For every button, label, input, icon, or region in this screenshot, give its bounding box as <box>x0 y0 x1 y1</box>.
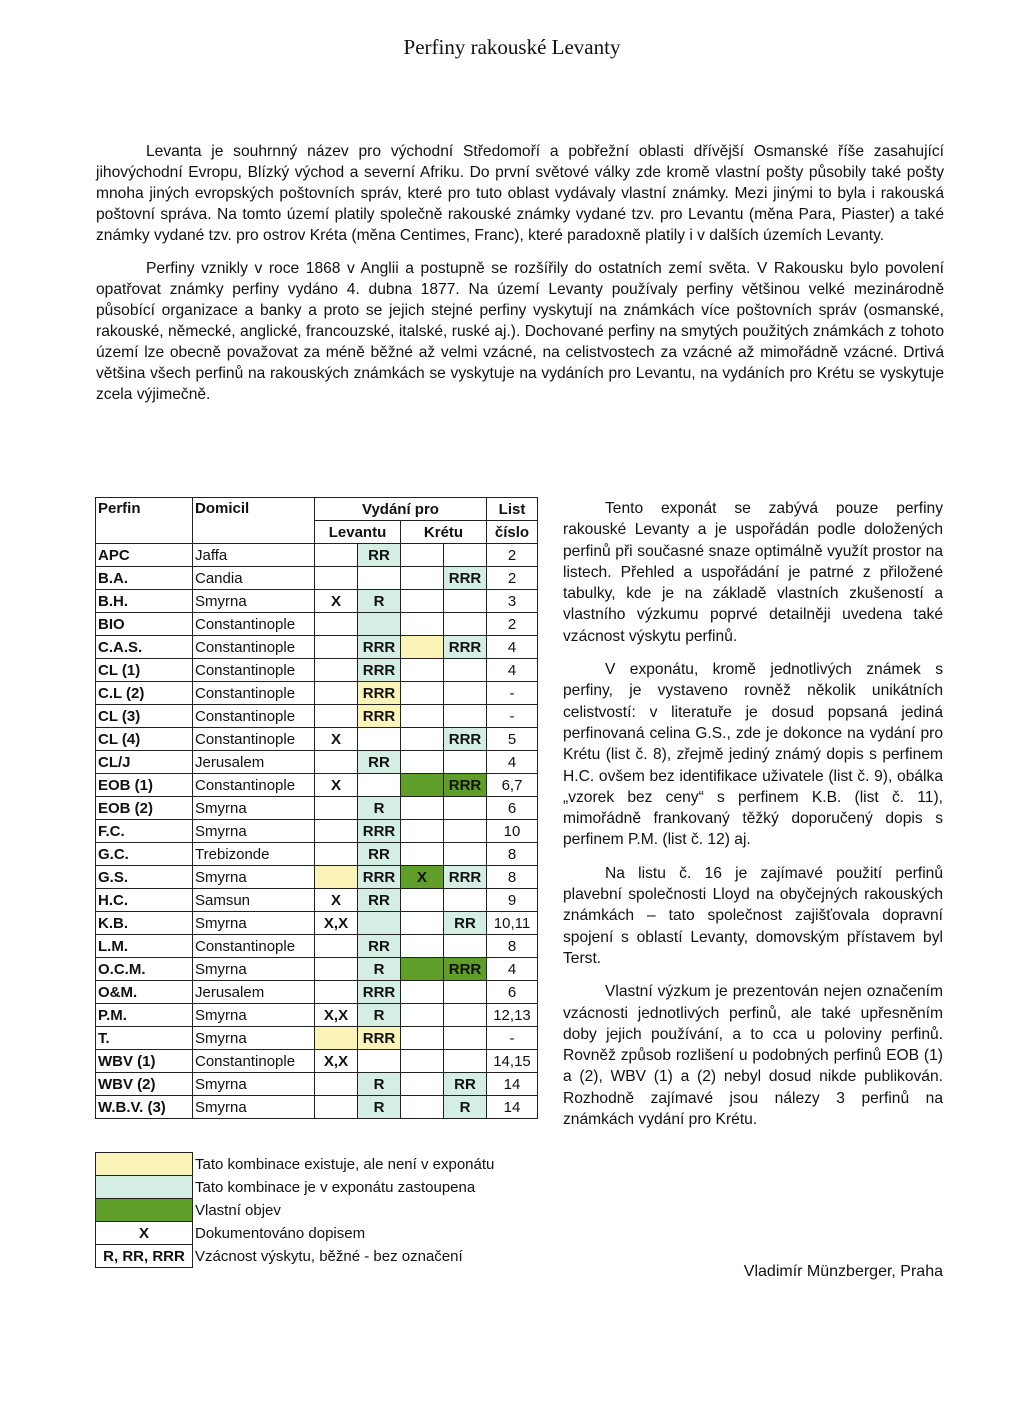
issue-cell <box>444 751 487 774</box>
issue-cell <box>358 567 401 590</box>
issue-cell <box>401 567 444 590</box>
issue-cell <box>401 843 444 866</box>
list-number-cell: 2 <box>487 544 538 567</box>
domicil-cell: Constantinople <box>193 705 315 728</box>
issue-cell <box>401 1096 444 1119</box>
header-domicil: Domicil <box>193 498 315 544</box>
list-number-cell: 6 <box>487 797 538 820</box>
issue-cell: RR <box>444 1073 487 1096</box>
issue-cell <box>444 682 487 705</box>
issue-cell <box>401 958 444 981</box>
issue-cell <box>444 1027 487 1050</box>
table-row <box>96 728 538 751</box>
issue-cell <box>401 1004 444 1027</box>
issue-cell <box>401 774 444 797</box>
table-row <box>96 1096 538 1119</box>
table-row <box>96 774 538 797</box>
issue-cell <box>444 590 487 613</box>
domicil-cell: Smyrna <box>193 912 315 935</box>
list-number-cell: 5 <box>487 728 538 751</box>
issue-cell <box>444 797 487 820</box>
issue-cell: RR <box>358 544 401 567</box>
issue-cell: X <box>315 728 358 751</box>
list-number-cell: 2 <box>487 567 538 590</box>
domicil-cell: Smyrna <box>193 958 315 981</box>
issue-cell: X <box>315 889 358 912</box>
list-number-cell: 4 <box>487 636 538 659</box>
domicil-cell: Jerusalem <box>193 981 315 1004</box>
issue-cell <box>315 797 358 820</box>
perfin-cell: W.B.V. (3) <box>96 1096 193 1119</box>
table-row <box>96 636 538 659</box>
issue-cell <box>315 613 358 636</box>
issue-cell <box>315 659 358 682</box>
perfin-cell: WBV (1) <box>96 1050 193 1073</box>
table-row <box>96 820 538 843</box>
issue-cell <box>401 1027 444 1050</box>
perfin-cell: APC <box>96 544 193 567</box>
issue-cell <box>358 613 401 636</box>
issue-cell: X <box>401 866 444 889</box>
issue-cell: R <box>358 797 401 820</box>
issue-cell: R <box>358 590 401 613</box>
list-number-cell: 6,7 <box>487 774 538 797</box>
issue-cell: RRR <box>358 820 401 843</box>
domicil-cell: Smyrna <box>193 797 315 820</box>
perfin-cell: WBV (2) <box>96 1073 193 1096</box>
legend-swatch <box>96 1176 193 1199</box>
table-row <box>96 889 538 912</box>
domicil-cell: Constantinople <box>193 659 315 682</box>
domicil-cell: Trebizonde <box>193 843 315 866</box>
issue-cell: RR <box>358 935 401 958</box>
issue-cell <box>401 797 444 820</box>
issue-cell <box>315 981 358 1004</box>
issue-cell <box>401 820 444 843</box>
issue-cell <box>315 935 358 958</box>
table-row <box>96 843 538 866</box>
issue-cell: RR <box>358 889 401 912</box>
perfin-cell: CL (3) <box>96 705 193 728</box>
side-paragraph: Tento exponát se zabývá pouze perfiny rakouské Levanty a je uspořádán podle doložených perfinů při současné snaze optimálně využít prostor na listech. Přehled a uspořádání je patrné z přiložené tabulky, kde je na základě vlastních zkušeností a vlastního výzkumu poprvé detailněji uvedena také vzácnost výskytu perfinů. <box>563 500 943 645</box>
list-number-cell: - <box>487 705 538 728</box>
perfin-cell: O.C.M. <box>96 958 193 981</box>
issue-cell: RRR <box>444 774 487 797</box>
perfin-cell: G.C. <box>96 843 193 866</box>
issue-cell <box>444 1004 487 1027</box>
side-paragraph: V exponátu, kromě jednotlivých známek s perfiny, je vystaveno rovněž několik unikátních celistvostí: v literatuře je dosud popsaná jediná perfinovaná celina G.S., zde je dokonce na vydání pro Krétu (list č. 8), zřejmě jediný známý dopis s perfinem H.C. ovšem bez identifikace uživatele (list č. 9), obálka „vzorek bez ceny“ s perfinem K.B. (list č. 11), mimořádně frankovaný těžký doporučený dopis s perfinem P.M. (list č. 12) aj. <box>563 661 943 849</box>
perfin-table <box>95 497 538 1119</box>
perfin-cell: B.H. <box>96 590 193 613</box>
issue-cell: RRR <box>358 866 401 889</box>
domicil-cell: Jaffa <box>193 544 315 567</box>
page-title: Perfiny rakouské Levanty <box>403 35 621 59</box>
issue-cell <box>444 889 487 912</box>
domicil-cell: Constantinople <box>193 935 315 958</box>
list-number-cell: 2 <box>487 613 538 636</box>
issue-cell: R <box>444 1096 487 1119</box>
table-row <box>96 1050 538 1073</box>
issue-cell <box>315 544 358 567</box>
legend-swatch: X <box>96 1222 193 1245</box>
perfin-cell: K.B. <box>96 912 193 935</box>
issue-cell: X <box>315 590 358 613</box>
issue-cell <box>401 544 444 567</box>
legend-label: Tato kombinace je v exponátu zastoupena <box>193 1176 497 1199</box>
list-number-cell: 4 <box>487 659 538 682</box>
perfin-cell: H.C. <box>96 889 193 912</box>
issue-cell <box>315 843 358 866</box>
issue-cell <box>315 958 358 981</box>
issue-cell: X,X <box>315 1004 358 1027</box>
issue-cell: RR <box>358 751 401 774</box>
issue-cell: X,X <box>315 1050 358 1073</box>
issue-cell <box>358 912 401 935</box>
perfin-cell: CL (1) <box>96 659 193 682</box>
header-kretu: Krétu <box>401 521 487 544</box>
issue-cell: RRR <box>444 567 487 590</box>
issue-cell: RRR <box>444 866 487 889</box>
legend-table <box>95 1152 496 1268</box>
domicil-cell: Constantinople <box>193 1050 315 1073</box>
legend-swatch <box>96 1199 193 1222</box>
table-row <box>96 935 538 958</box>
perfin-cell: C.L (2) <box>96 682 193 705</box>
issue-cell: RRR <box>444 728 487 751</box>
perfin-cell: O&M. <box>96 981 193 1004</box>
table-row <box>96 958 538 981</box>
issue-cell: X <box>315 774 358 797</box>
issue-cell <box>444 659 487 682</box>
issue-cell <box>401 935 444 958</box>
list-number-cell: 12,13 <box>487 1004 538 1027</box>
domicil-cell: Candia <box>193 567 315 590</box>
header-perfin: Perfin <box>96 498 193 544</box>
list-number-cell: 3 <box>487 590 538 613</box>
list-number-cell: 8 <box>487 935 538 958</box>
table-row <box>96 613 538 636</box>
perfin-cell: EOB (2) <box>96 797 193 820</box>
list-number-cell: 14 <box>487 1096 538 1119</box>
list-number-cell: 4 <box>487 958 538 981</box>
issue-cell: RRR <box>358 981 401 1004</box>
header-cislo: číslo <box>487 521 538 544</box>
legend-label: Tato kombinace existuje, ale není v exponátu <box>193 1153 497 1176</box>
author-signature: Vladimír Münzberger, Praha <box>743 1263 943 1280</box>
list-number-cell: 6 <box>487 981 538 1004</box>
domicil-cell: Jerusalem <box>193 751 315 774</box>
domicil-cell: Smyrna <box>193 1096 315 1119</box>
issue-cell: RR <box>358 843 401 866</box>
domicil-cell: Constantinople <box>193 728 315 751</box>
side-text <box>563 498 943 1142</box>
issue-cell <box>444 1050 487 1073</box>
issue-cell <box>315 636 358 659</box>
domicil-cell: Smyrna <box>193 590 315 613</box>
table-row <box>96 1004 538 1027</box>
issue-cell <box>315 1096 358 1119</box>
legend-label: Dokumentováno dopisem <box>193 1222 497 1245</box>
issue-cell <box>444 935 487 958</box>
perfin-table-body <box>96 544 538 1119</box>
legend-swatch: R, RR, RRR <box>96 1245 193 1268</box>
perfin-cell: BIO <box>96 613 193 636</box>
issue-cell <box>358 1050 401 1073</box>
issue-cell: X,X <box>315 912 358 935</box>
list-number-cell: 8 <box>487 866 538 889</box>
legend-row <box>96 1199 497 1222</box>
legend-row <box>96 1153 497 1176</box>
domicil-cell: Smyrna <box>193 1027 315 1050</box>
perfin-cell: P.M. <box>96 1004 193 1027</box>
table-row <box>96 1027 538 1050</box>
perfin-cell: CL (4) <box>96 728 193 751</box>
issue-cell <box>315 1073 358 1096</box>
issue-cell: R <box>358 1096 401 1119</box>
domicil-cell: Constantinople <box>193 774 315 797</box>
perfin-cell: EOB (1) <box>96 774 193 797</box>
issue-cell <box>401 728 444 751</box>
intro-paragraph: Levanta je souhrnný název pro východní Středomoří a pobřežní oblasti dřívější Osmanské říše zasahující jihovýchodní Evropu, Blízký východ a severní Afriku. Do první světové války zde kromě vlastní pošty působily také pošty mnoha jiných evropských poštovních správ, které pro tuto oblast vydávaly vlastní známky. Mezi jinými to byla i rakouská poštovní správa. Na tomto území platily společně rakouské známky vydané tzv. pro Levantu (měna Para, Piaster) a také známky vydané tzv. pro ostrov Kréta (měna Centimes, Franc), které paradoxně platily i v dalších územích Levanty. <box>96 143 944 244</box>
legend-label: Vlastní objev <box>193 1199 497 1222</box>
list-number-cell: - <box>487 1027 538 1050</box>
perfin-cell: F.C. <box>96 820 193 843</box>
table-row <box>96 590 538 613</box>
list-number-cell: 4 <box>487 751 538 774</box>
domicil-cell: Samsun <box>193 889 315 912</box>
issue-cell <box>401 912 444 935</box>
domicil-cell: Smyrna <box>193 1004 315 1027</box>
issue-cell <box>401 705 444 728</box>
list-number-cell: - <box>487 682 538 705</box>
domicil-cell: Smyrna <box>193 1073 315 1096</box>
side-paragraph: Na listu č. 16 je zajímavé použití perfinů plavební společnosti Lloyd na obyčejných rakouských známkách – tato společnost zajišťovala dopravní spojení s oblastí Levanty, domovským přístavem byl Terst. <box>563 864 943 967</box>
issue-cell <box>401 682 444 705</box>
issue-cell <box>401 1050 444 1073</box>
issue-cell: R <box>358 1073 401 1096</box>
list-number-cell: 14,15 <box>487 1050 538 1073</box>
issue-cell <box>358 728 401 751</box>
issue-cell: RRR <box>358 636 401 659</box>
table-row <box>96 567 538 590</box>
perfin-cell: C.A.S. <box>96 636 193 659</box>
domicil-cell: Smyrna <box>193 820 315 843</box>
issue-cell <box>401 981 444 1004</box>
issue-cell <box>401 751 444 774</box>
table-row <box>96 981 538 1004</box>
issue-cell: RRR <box>358 1027 401 1050</box>
header-list: List <box>487 498 538 521</box>
issue-cell <box>444 544 487 567</box>
issue-cell <box>444 705 487 728</box>
table-row <box>96 866 538 889</box>
domicil-cell: Constantinople <box>193 636 315 659</box>
list-number-cell: 10 <box>487 820 538 843</box>
domicil-cell: Constantinople <box>193 682 315 705</box>
side-paragraph: Vlastní výzkum je prezentován nejen označením vzácnosti jednotlivých perfinů, ale také upřesněním doby jejich používání, a to cca u poloviny perfinů. Rovněž způsob rozlišení u podobných perfinů EOB (1) a (2), WBV (1) a (2) nebyl dosud nikde publikován. Rozhodně zajímavé jsou nálezy 3 perfinů na známkách vydání pro Krétu. <box>563 983 943 1129</box>
list-number-cell: 9 <box>487 889 538 912</box>
issue-cell <box>401 1073 444 1096</box>
issue-cell <box>315 567 358 590</box>
legend-row <box>96 1245 497 1268</box>
issue-cell <box>401 636 444 659</box>
header-vydani-pro: Vydání pro <box>315 498 487 521</box>
issue-cell <box>401 590 444 613</box>
issue-cell <box>444 843 487 866</box>
header-levantu: Levantu <box>315 521 401 544</box>
table-row <box>96 1073 538 1096</box>
issue-cell: R <box>358 958 401 981</box>
list-number-cell: 10,11 <box>487 912 538 935</box>
issue-cell <box>315 1027 358 1050</box>
legend-row <box>96 1222 497 1245</box>
list-number-cell: 8 <box>487 843 538 866</box>
issue-cell <box>315 751 358 774</box>
legend-swatch <box>96 1153 193 1176</box>
table-row <box>96 544 538 567</box>
legend-label: Vzácnost výskytu, běžné - bez označení <box>193 1245 497 1268</box>
issue-cell <box>401 889 444 912</box>
intro-paragraph: Perfiny vznikly v roce 1868 v Anglii a postupně se rozšířily do ostatních zemí světa. V Rakousku bylo povolení opatřovat známky perfiny vydáno 4. dubna 1877. Na území Levanty používaly perfiny většinou velké mezinárodně působící organizace a banky a proto se jejich stejné perfiny vyskytují na známkách více poštovních správ (osmanské, rakouské, německé, anglické, francouzské, italské, ruské aj.). Dochované perfiny na smytých použitých známkách z tohoto území lze obecně považovat za méně běžné až velmi vzácné, na celistvostech za vzácné až mimořádně vzácné. Drtivá většina všech perfinů na rakouských známkách se vyskytuje na vydáních pro Levantu, na vydáních pro Krétu se vyskytuje zcela výjimečně. <box>96 260 944 403</box>
table-row <box>96 659 538 682</box>
issue-cell: R <box>358 1004 401 1027</box>
issue-cell <box>315 820 358 843</box>
perfin-cell: G.S. <box>96 866 193 889</box>
table-row <box>96 797 538 820</box>
list-number-cell: 14 <box>487 1073 538 1096</box>
intro-text <box>96 141 944 417</box>
table-row <box>96 751 538 774</box>
issue-cell <box>401 659 444 682</box>
issue-cell <box>358 774 401 797</box>
issue-cell <box>315 866 358 889</box>
issue-cell: RRR <box>444 636 487 659</box>
table-row <box>96 912 538 935</box>
legend-body <box>96 1153 497 1268</box>
issue-cell: RRR <box>358 682 401 705</box>
domicil-cell: Smyrna <box>193 866 315 889</box>
issue-cell: RR <box>444 912 487 935</box>
issue-cell <box>444 613 487 636</box>
table-row <box>96 682 538 705</box>
issue-cell <box>401 613 444 636</box>
issue-cell: RRR <box>358 659 401 682</box>
issue-cell <box>444 981 487 1004</box>
legend-row <box>96 1176 497 1199</box>
issue-cell: RRR <box>358 705 401 728</box>
perfin-cell: B.A. <box>96 567 193 590</box>
table-row <box>96 705 538 728</box>
issue-cell: RRR <box>444 958 487 981</box>
domicil-cell: Constantinople <box>193 613 315 636</box>
issue-cell <box>315 705 358 728</box>
issue-cell <box>444 820 487 843</box>
issue-cell <box>315 682 358 705</box>
perfin-cell: CL/J <box>96 751 193 774</box>
perfin-cell: L.M. <box>96 935 193 958</box>
perfin-cell: T. <box>96 1027 193 1050</box>
